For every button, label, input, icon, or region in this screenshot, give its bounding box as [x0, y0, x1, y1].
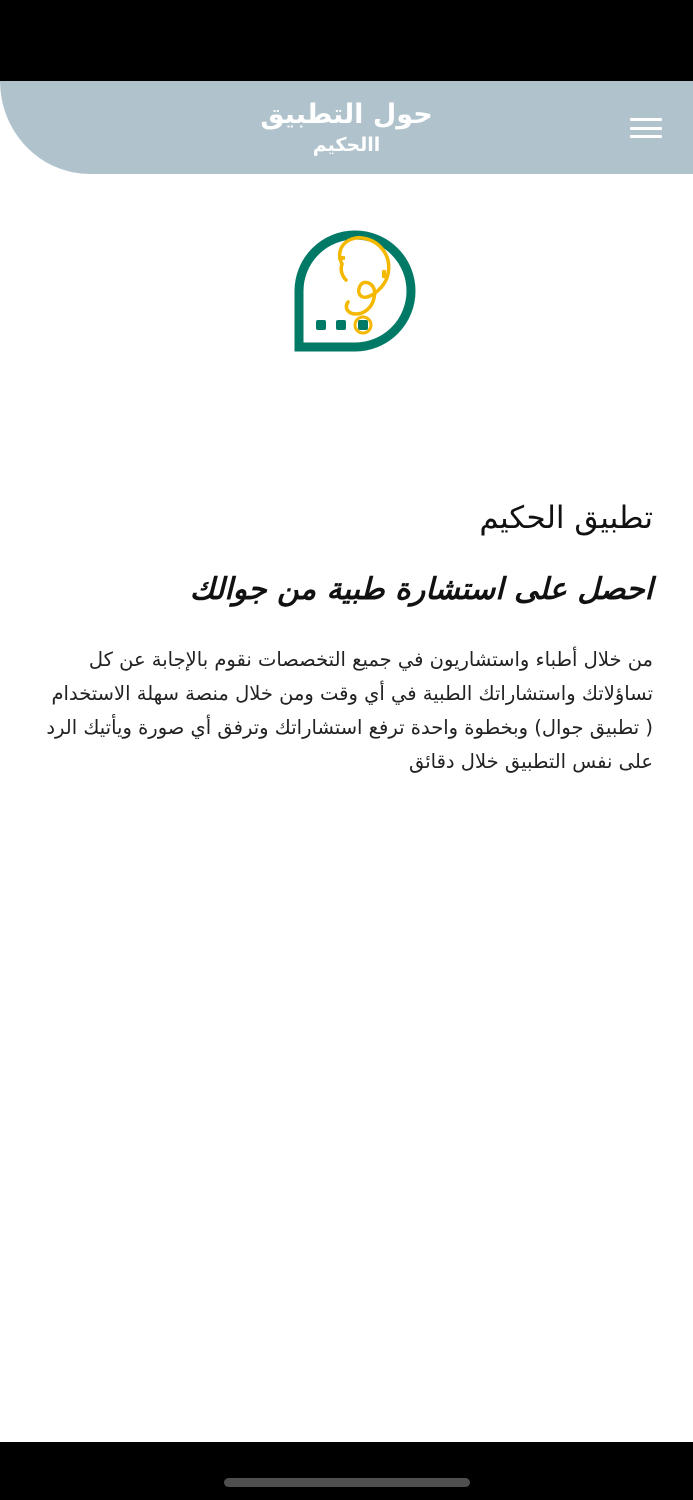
stethoscope-chat-bubble-icon — [290, 226, 420, 356]
menu-line — [630, 135, 662, 138]
menu-line — [630, 118, 662, 121]
app-name-heading: تطبيق الحكيم — [479, 500, 653, 536]
hamburger-menu-icon[interactable] — [629, 116, 663, 140]
home-indicator[interactable] — [224, 1478, 470, 1487]
status-bar — [0, 0, 693, 81]
about-content — [40, 495, 653, 779]
app-header — [0, 81, 693, 174]
page-title: حول التطبيق — [260, 99, 433, 130]
header-titles — [0, 81, 693, 174]
system-navigation-bar — [0, 1442, 693, 1500]
page-subtitle: االحكيم — [312, 134, 381, 156]
app-description: من خلال أطباء واستشاريون في جميع التخصصات نقوم بالإجابة عن كل تساؤلاتك واستشاراتك الطبية في أي وقت ومن خلال منصة سهلة الاستخدام ( تطبيق جوال) وبخطوة واحدة ترفع استشاراتك وترفق أي صورة ويأتيك الرد على نفس التطبيق خلال دقائق — [46, 648, 653, 773]
menu-line — [630, 127, 662, 130]
tagline-heading: احصل على استشارة طبية من جوالك — [189, 572, 653, 607]
